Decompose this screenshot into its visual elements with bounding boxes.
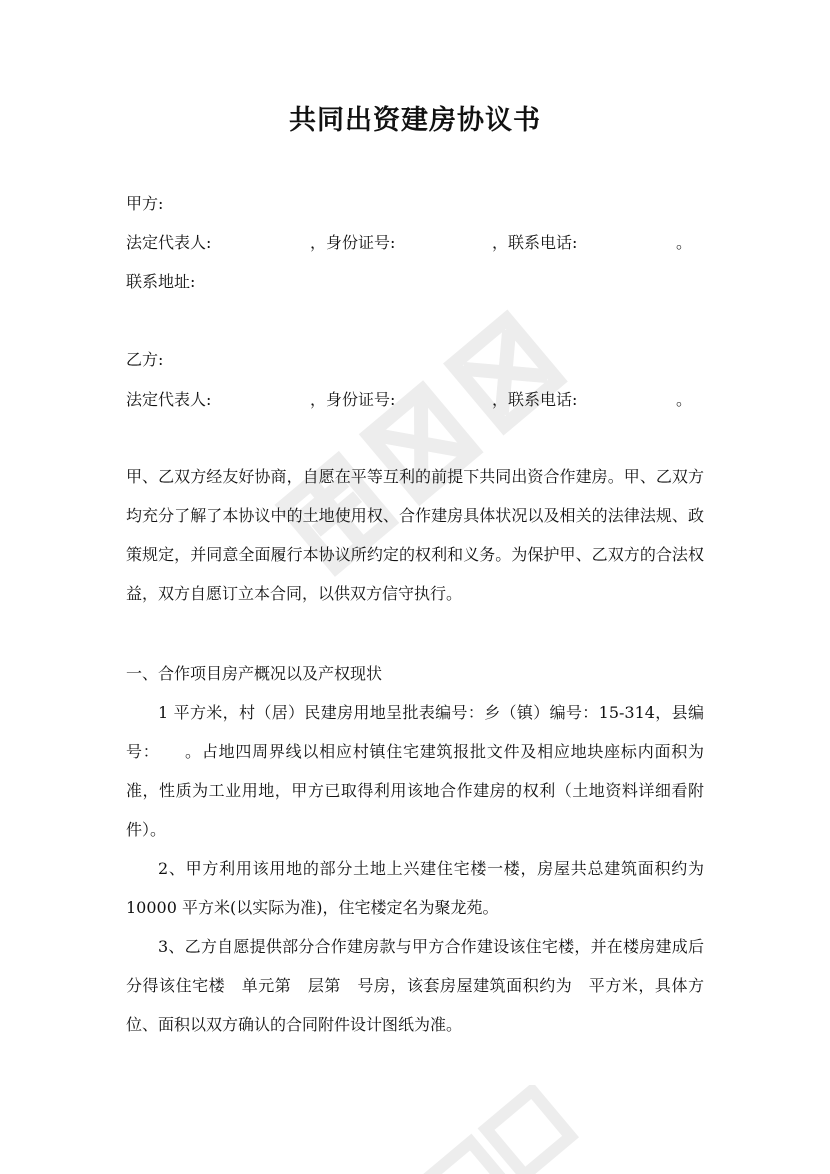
party-b-phone-label: ，联系电话: — [492, 390, 578, 409]
watermark-graphic-bottom — [390, 1085, 590, 1174]
party-a-phone-label: ，联系电话: — [492, 233, 578, 252]
party-b-end-mark: 。 — [676, 390, 693, 409]
clause-2-paragraph: 2、甲方利用该用地的部分土地上兴建住宅楼一楼，房屋共总建筑面积约为10000 平方米(以实际为准)，住宅楼定名为聚龙苑。 — [126, 859, 704, 917]
clause-1-paragraph: 1 平方米，村（居）民建房用地呈批表编号：乡（镇）编号：15-314，县编号： 。占地四周界线以相应村镇住宅建筑报批文件及相应地块座标内面积为准，性质为工业用地，甲方已取得利用该地合作建房的权利（土地资料详细看附件）。 — [126, 703, 704, 839]
party-a-label: 甲方: — [126, 194, 164, 213]
party-b-rep-label: 法定代表人: — [126, 390, 212, 409]
preamble-paragraph: 甲、乙双方经友好协商，自愿在平等互利的前提下共同出资合作建房。甲、乙双方均充分了解了本协议中的土地使用权、合作建房具体状况以及相关的法律法规、政策规定，并同意全面履行本协议所约定的权利和义务。为保护甲、乙双方的合法权益，双方自愿订立本合同，以供双方信守执行。 — [126, 467, 704, 603]
party-b-id-label: ，身份证号: — [310, 390, 396, 409]
document-title: 共同出资建房协议书 — [289, 105, 541, 136]
party-b-label: 乙方: — [126, 350, 164, 369]
section-1-heading: 一、合作项目房产概况以及产权现状 — [126, 664, 383, 683]
party-a-end-mark: 。 — [676, 233, 693, 252]
clause-3-paragraph: 3、乙方自愿提供部分合作建房款与甲方合作建设该住宅楼，并在楼房建成后分得该住宅楼 单元第 层第 号房，该套房屋建筑面积约为 平方米，具体方位、面积以双方确认的合同附件设计图纸为准。 — [126, 937, 704, 1034]
party-a-rep-label: 法定代表人: — [126, 233, 212, 252]
party-a-address-label: 联系地址: — [126, 272, 196, 291]
party-a-id-label: ，身份证号: — [310, 233, 396, 252]
